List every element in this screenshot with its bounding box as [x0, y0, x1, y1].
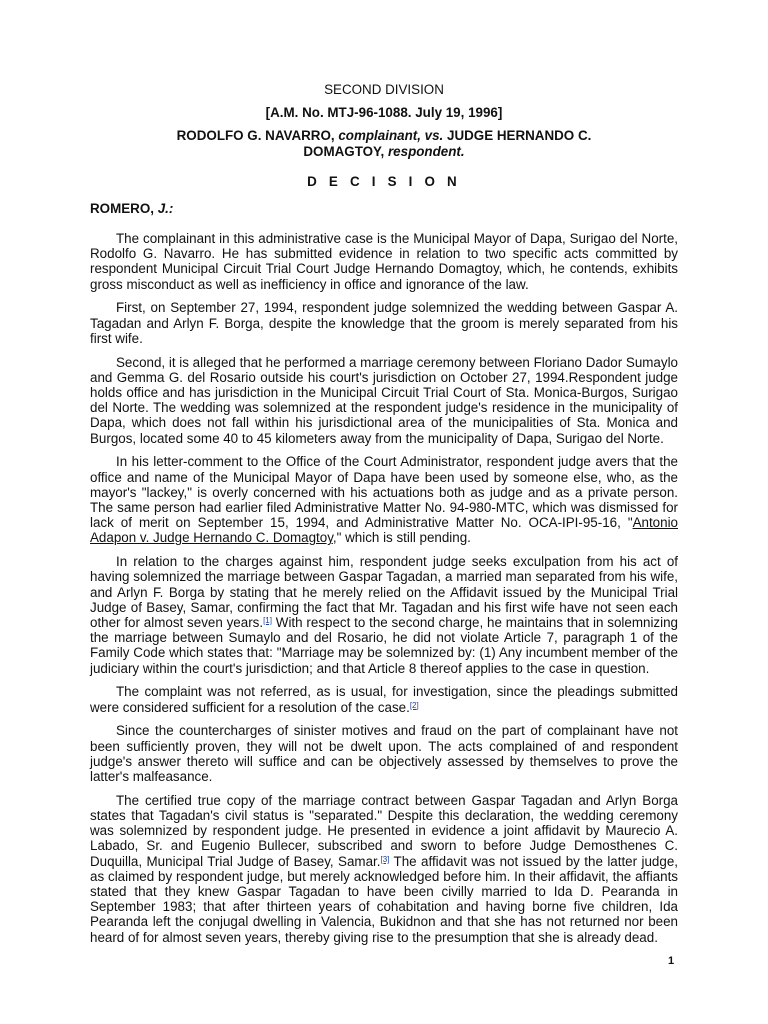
complainant-name: RODOLFO G. NAVARRO, — [176, 128, 335, 143]
paragraph-8-text-a: The certified true copy of the marriage contract between Gaspar Tagadan and Arlyn Borga states that Tagadan's civil status is "separated." Despite this declaration, the wedding ceremony was solemnized by respondent judge. He presented in evidence a joint affidavit by Maurecio A. Labado, Sr. and Eugenio Bullecer, subscribed and sworn to before Judge Demosthenes C. Duquilla, Municipal Trial Judge of Basey, Samar. — [90, 792, 678, 869]
document-page — [90, 82, 678, 953]
page-number: 1 — [668, 955, 675, 967]
complainant-role: complainant, vs. — [338, 128, 444, 143]
ponente — [90, 201, 678, 216]
paragraph-5-text-b: With respect to the second charge, he maintains that in solemnizing the marriage between Sumaylo and del Rosario, he did not violate Article 7, paragraph 1 of the Family Code which states that: "Marriage may be solemnized by: (1) Any incumbent member of the judiciary within the court's jurisdiction; and that Article 8 thereof applies to the case in question. — [90, 615, 678, 676]
paragraph-7: Since the countercharges of sinister motives and fraud on the part of complainant have not been sufficiently proven, they will not be dwelt upon. The acts complained of and respondent judge's answer thereto will suffice and can be objectively assessed by themselves to prove the latter's malfeasance. — [90, 723, 678, 785]
paragraph-8 — [90, 793, 678, 945]
paragraph-1: The complainant in this administrative case is the Municipal Mayor of Dapa, Surigao del Norte, Rodolfo G. Navarro. He has submitted evidence in relation to two specific acts committed by respondent Municipal Circuit Trial Court Judge Hernando Domagtoy, which, he contends, exhibits gross misconduct as well as inefficiency in office and ignorance of the law. — [90, 231, 678, 292]
case-citation-link[interactable]: Antonio Adapon v. Judge Hernando C. Domagtoy — [90, 515, 678, 546]
case-title — [90, 128, 678, 160]
paragraph-2: First, on September 27, 1994, respondent judge solemnized the wedding between Gaspar A. Tagadan and Arlyn F. Borga, despite the knowledge that the groom is merely separated from his first wife. — [90, 300, 678, 346]
paragraph-6 — [90, 684, 678, 714]
ponente-name: ROMERO, — [90, 201, 154, 216]
paragraph-4-text-b: ," which is still pending. — [332, 530, 471, 546]
paragraph-4-text-a: In his letter-comment to the Office of the Court Administrator, respondent judge avers that the office and name of the Municipal Mayor of Dapa have been used by someone else, who, as the mayor's "lackey," is overly concerned with his actuations both as judge and as a private person. The same person had earlier filed Administrative Matter No. 94-980-MTC, which was dismissed for lack of merit on September 15, 1994, and Administrative Matter No. OCA-IPI-95-16, " — [90, 454, 678, 531]
paragraph-5 — [90, 554, 678, 676]
footnote-link-1[interactable]: [1] — [263, 616, 272, 626]
respondent-name-line2: DOMAGTOY, — [303, 144, 385, 159]
case-number: [A.M. No. MTJ-96-1088. July 19, 1996] — [265, 105, 503, 120]
respondent-role: respondent. — [387, 144, 465, 159]
paragraph-6-text: The complaint was not referred, as is usual, for investigation, since the pleadings submitted were considered sufficient for a resolution of the case. — [90, 684, 678, 715]
respondent-name-line1: JUDGE HERNANDO C. — [447, 128, 592, 143]
footnote-link-2[interactable]: [2] — [409, 700, 419, 710]
decision-title: D E C I S I O N — [307, 174, 461, 189]
footnote-link-3[interactable]: [3] — [380, 854, 390, 864]
paragraph-4 — [90, 454, 678, 545]
paragraph-5-text-a: In relation to the charges against him, respondent judge seeks exculpation from his act of having solemnized the marriage between Gaspar Tagadan, a married man separated from his wife, and Arlyn F. Borga by stating that he merely relied on the Affidavit issued by the Municipal Trial Judge of Basey, Samar, confirming the fact that Mr. Tagadan and his first wife have not seen each other for almost seven years. — [90, 554, 678, 631]
ponente-title: J.: — [157, 201, 174, 216]
division-heading: SECOND DIVISION — [324, 82, 444, 97]
paragraph-3: Second, it is alleged that he performed a marriage ceremony between Floriano Dador Sumaylo and Gemma G. del Rosario outside his court's jurisdiction on October 27, 1994.Respondent judge holds office and has jurisdiction in the Municipal Circuit Trial Court of Sta. Monica-Burgos, Surigao del Norte. The wedding was solemnized at the respondent judge's residence in the municipality of Dapa, which does not fall within his jurisdictional area of the municipalities of Sta. Monica and Burgos, located some 40 to 45 kilometers away from the municipality of Dapa, Surigao del Norte. — [90, 354, 678, 446]
paragraph-8-text-b: The affidavit was not issued by the latter judge, as claimed by respondent judge, but merely acknowledged before him. In their affidavit, the affiants stated that they knew Gaspar Tagadan to have been civilly married to Ida D. Pearanda in September 1983; that after thirteen years of cohabitation and having borne five children, Ida Pearanda left the conjugal dwelling in Valencia, Bukidnon and that she has not returned nor been heard of for almost seven years, thereby giving rise to the presumption that she is already dead. — [90, 853, 678, 945]
